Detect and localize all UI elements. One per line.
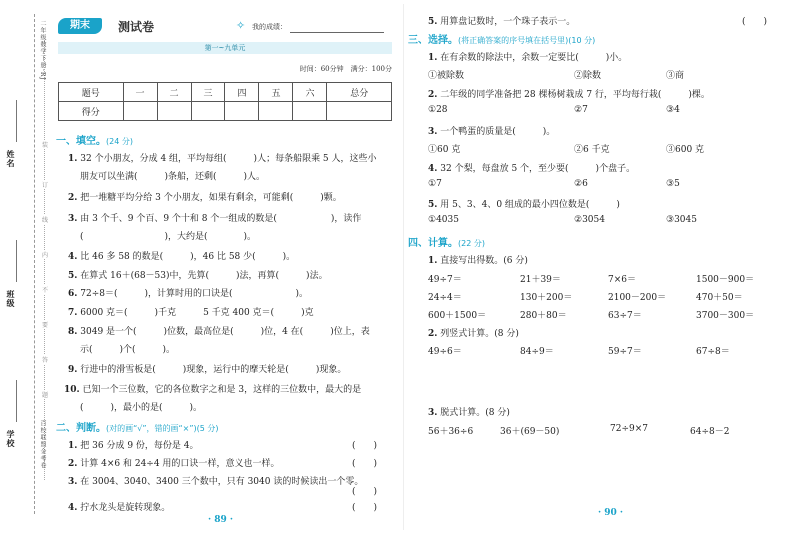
question: 1. 把 36 分成 9 份，每份是 4。 [68, 441, 199, 451]
time-score-info: 时间：60分钟 满分：100分 [299, 65, 392, 73]
score-cell[interactable] [191, 102, 225, 121]
school-field[interactable] [16, 380, 17, 422]
score-cell[interactable] [259, 102, 293, 121]
calc-item[interactable]: 84÷9＝ [520, 347, 554, 357]
section-title: 二、判断。 [56, 423, 106, 434]
page-number: · 90 · [598, 508, 624, 518]
section-title: 四、计算。 [408, 238, 458, 249]
option[interactable]: ①60 克 [428, 145, 461, 155]
answer-paren[interactable]: ( ) [352, 459, 378, 469]
section-note: (将正确答案的序号填在括号里)(10 分) [458, 36, 596, 45]
question: 2. 二年级的同学准备把 28 棵杨树栽成 7 行，平均每行栽( )棵。 [428, 90, 710, 100]
table-cell: 题号 [59, 83, 124, 102]
answer-paren[interactable]: ( ) [352, 441, 378, 451]
class-field[interactable] [16, 240, 17, 282]
calc-item[interactable]: 63÷7＝ [608, 311, 642, 321]
score-label: 我的成绩： [252, 23, 287, 31]
question-cont: ( )，大约是( )。 [80, 232, 257, 242]
score-cell[interactable] [225, 102, 259, 121]
table-cell: 得分 [59, 102, 124, 121]
table-cell: 四 [225, 83, 259, 102]
calc-item[interactable]: 49÷7＝ [428, 275, 462, 285]
score-field[interactable] [290, 32, 384, 33]
question: 3. 一个鸭蛋的质量是( )。 [428, 127, 556, 137]
seal-glyph: 不 [42, 287, 49, 294]
question: 8. 3049 是一个( )位数，最高位是( )位，4 在( )位上，表 [68, 327, 370, 337]
table-row [59, 102, 392, 121]
option[interactable]: ③5 [666, 179, 680, 189]
question-cont: ( )，最小的是( )。 [80, 403, 203, 413]
answer-paren[interactable]: ( ) [742, 17, 768, 27]
calc-item[interactable]: 24÷4＝ [428, 293, 462, 303]
option[interactable]: ②3054 [574, 215, 605, 225]
page-number: · 89 · [208, 515, 234, 525]
calc-item[interactable]: 280＋80＝ [520, 311, 567, 321]
calc-item[interactable]: 7×6＝ [608, 275, 636, 285]
section-calculation [408, 234, 485, 249]
score-cell[interactable] [327, 102, 392, 121]
question: 9. 行进中的滑雪板是( )现象，运行中的摩天轮是( )现象。 [68, 365, 347, 375]
question: 4. 32 个梨，每盘放 5 个，至少要( )个盘子。 [428, 164, 636, 174]
table-cell: 二 [157, 83, 191, 102]
question-cont: 朋友可以坐满( )条船，还剩( )人。 [80, 172, 266, 182]
question: 1. 32 个小朋友，分成 4 组，平均每组( )人；每条船限乘 5 人，这些小 [68, 154, 377, 164]
option[interactable]: ①28 [428, 105, 448, 115]
seal-glyph: 订 [42, 182, 49, 189]
page-right [408, 10, 788, 530]
section-title: 一、填空。 [56, 136, 106, 147]
score-table [58, 82, 392, 121]
seal-glyph: 要 [42, 322, 49, 329]
question: 2. 把一堆糖平均分给 3 个小朋友，如果有剩余，可能剩( )颗。 [68, 193, 342, 203]
unit-range-band: 第一~九单元 [58, 42, 392, 54]
school-label: 学校 [6, 430, 16, 448]
question: 3. 由 3 个千、9 个百、9 个十和 8 个一组成的数是( )，读作 [68, 214, 362, 224]
question: 5. 用算盘记数时，一个珠子表示一。 [428, 17, 576, 27]
table-cell: 六 [293, 83, 327, 102]
calc-item[interactable]: 130＋200＝ [520, 293, 573, 303]
star-icon: ✧ [236, 19, 246, 32]
question: 4. 拧水龙头是旋转现象。 [68, 503, 171, 513]
question: 2. 计算 4×6 和 24÷4 用的口诀一样，意义也一样。 [68, 459, 280, 469]
table-cell: 一 [123, 83, 157, 102]
calc-item[interactable]: 3700－300＝ [696, 311, 755, 321]
question: 1. 直接写出得数。(6 分) [428, 256, 528, 266]
option[interactable]: ③3045 [666, 215, 697, 225]
seal-glyph: 线 [42, 217, 49, 224]
option[interactable]: ①4035 [428, 215, 459, 225]
option[interactable]: ③4 [666, 105, 680, 115]
question: 3. 在 3004、3040、3400 三个数中，只有 3040 读的时候读出一个零。 [68, 477, 364, 487]
calc-item[interactable]: 1500－900＝ [696, 275, 755, 285]
question: 2. 列竖式计算。(8 分) [428, 329, 519, 339]
option[interactable]: ②7 [574, 105, 588, 115]
page-title: 测试卷 [118, 20, 155, 34]
question: 4. 比 46 多 58 的数是( )，46 比 58 少( )。 [68, 252, 296, 262]
section-note: (对的画“√”，错的画“×”)(5 分) [106, 424, 219, 433]
table-cell: 五 [259, 83, 293, 102]
calc-item[interactable]: 600＋1500＝ [428, 311, 487, 321]
calc-item[interactable]: 470＋50＝ [696, 293, 743, 303]
question: 6. 72÷8＝( )，计算时用的口诀是( )。 [68, 289, 309, 299]
series-text: 百校联盟金考卷 [39, 420, 46, 469]
option[interactable]: ③商 [666, 71, 685, 81]
seal-glyph: 题 [42, 392, 49, 399]
section-title: 三、选择。 [408, 35, 458, 46]
exam-header [58, 14, 392, 38]
option[interactable]: ①7 [428, 179, 442, 189]
answer-paren[interactable]: ( ) [352, 487, 378, 497]
score-cell[interactable] [293, 102, 327, 121]
calc-item[interactable]: 72÷9×7 [610, 424, 648, 434]
section-fill-blank [56, 132, 133, 147]
calc-item[interactable]: 67÷8＝ [696, 347, 730, 357]
section-true-false [56, 419, 219, 434]
seal-line [44, 40, 45, 480]
question: 1. 在有余数的除法中，余数一定要比( )小。 [428, 53, 628, 63]
option[interactable]: ②6 [574, 179, 588, 189]
seal-glyph: 装 [42, 142, 49, 149]
table-cell: 三 [191, 83, 225, 102]
calc-item[interactable]: 36＋(69－50) [500, 427, 560, 437]
calc-item[interactable]: 2100－200＝ [608, 293, 667, 303]
binding-margin [0, 0, 54, 534]
answer-paren[interactable]: ( ) [352, 503, 378, 513]
page-divider [403, 4, 404, 530]
name-field[interactable] [16, 100, 17, 142]
cut-line [34, 14, 35, 514]
final-exam-tag: 期末 [58, 18, 102, 34]
table-row [59, 83, 392, 102]
section-note: (22 分) [458, 239, 485, 248]
table-cell: 总分 [327, 83, 392, 102]
question: 5. 用 5、3、4、0 组成的最小四位数是( ) [428, 200, 620, 210]
option[interactable]: ③600 克 [666, 145, 705, 155]
seal-glyph: 内 [42, 252, 49, 259]
question: 5. 在算式 16＋(68－53)中，先算( )法，再算( )法。 [68, 271, 328, 281]
calc-item[interactable]: 59÷7＝ [608, 347, 642, 357]
score-cell[interactable] [123, 102, 157, 121]
grade-subject-text: 二年级数学下册·RJ [39, 20, 46, 81]
option[interactable]: ②除数 [574, 71, 602, 81]
class-label: 班级 [6, 290, 16, 308]
option[interactable]: ②6 千克 [574, 145, 610, 155]
calc-item[interactable]: 56＋36÷6 [428, 427, 474, 437]
calc-item[interactable]: 49÷6＝ [428, 347, 462, 357]
question: 10. 已知一个三位数，它的各位数字之和是 3，这样的三位数中，最大的是 [64, 385, 362, 395]
seal-glyph: 答 [42, 357, 49, 364]
option[interactable]: ①被除数 [428, 71, 465, 81]
section-choice [408, 31, 595, 46]
question: 7. 6000 克＝( )千克 5 千克 400 克＝( )克 [68, 308, 314, 318]
name-label: 姓名 [6, 150, 16, 168]
calc-item[interactable]: 64÷8－2 [690, 427, 730, 437]
question-cont: 示( )个( )。 [80, 345, 176, 355]
question: 3. 脱式计算。(8 分) [428, 408, 510, 418]
section-note: (24 分) [106, 137, 133, 146]
calc-item[interactable]: 21＋39＝ [520, 275, 561, 285]
score-cell[interactable] [157, 102, 191, 121]
page-left [56, 10, 394, 530]
